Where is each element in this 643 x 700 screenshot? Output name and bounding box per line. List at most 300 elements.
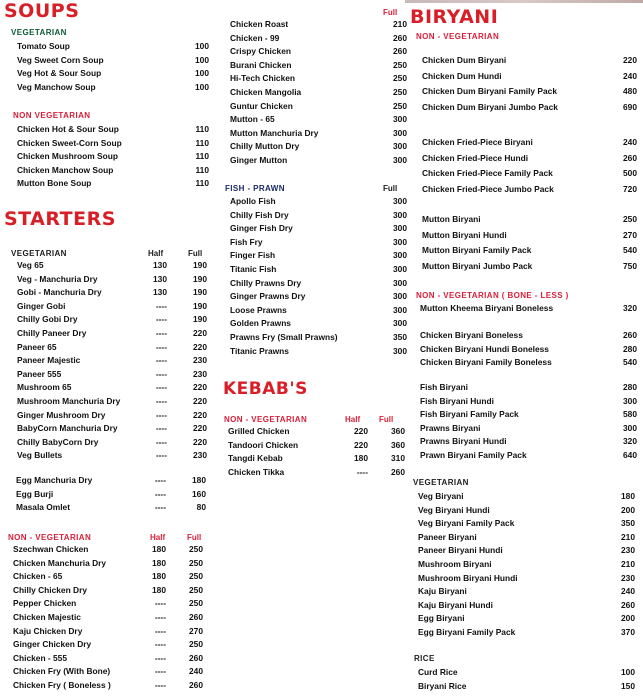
menu-item-row (228, 425, 408, 439)
menu-item-name: Chicken Roast (230, 19, 289, 29)
menu-item-name: Chicken Mushroom Soup (17, 151, 118, 162)
menu-item-name: Mutton Biryani Family Pack (422, 245, 532, 256)
menu-item-full-price: 300 (393, 250, 407, 261)
menu-item-name: Fish Fry (230, 236, 263, 247)
menu-item-full-price: 690 (623, 101, 637, 112)
menu-item-full-price: 240 (623, 137, 637, 147)
menu-item-full-price: 100 (195, 68, 209, 79)
menu-item-full-price: 310 (391, 453, 405, 464)
menu-item-full-price: 100 (195, 54, 209, 65)
menu-item-row (230, 331, 410, 345)
menu-item-full-price: 100 (195, 81, 209, 92)
menu-item-full-price: 280 (623, 382, 637, 392)
menu-item-name: Ginger Prawns Dry (230, 291, 306, 302)
menu-item-half-price: ---- (154, 666, 166, 677)
menu-item-name: Prawns Biryani (420, 422, 481, 433)
menu-item-half-price: ---- (154, 652, 166, 663)
menu-item-name: Chicken Biryani Hundi Boneless (420, 343, 549, 354)
menu-item-full-price: 300 (393, 154, 407, 165)
menu-item-full-price: 270 (189, 625, 203, 636)
menu-item-full-price: 260 (621, 599, 635, 610)
menu-item-row (230, 222, 410, 236)
menu-item-row (420, 449, 636, 463)
menu-item-row (17, 273, 209, 287)
menu-item-half-price: ---- (356, 466, 368, 477)
menu-item-name: Mushroom Manchuria Dry (17, 395, 121, 406)
fish-prawn-label: FISH - PRAWN (225, 184, 285, 193)
menu-item-full-price: 250 (393, 59, 407, 70)
menu-item-row (13, 584, 205, 598)
menu-item-name: Ginger Mushroom Dry (17, 409, 106, 420)
menu-item-name: Chilly Paneer Dry (17, 327, 87, 338)
menu-item-row (420, 422, 636, 436)
menu-item-full-price: 230 (193, 368, 207, 379)
menu-item-full-price: 110 (195, 178, 209, 189)
menu-item-row (17, 177, 209, 191)
menu-item-name: Szechwan Chicken (13, 544, 89, 554)
menu-item-name: Mutton Biryani Hundi (422, 229, 507, 240)
menu-item-name: Mutton Kheema Biryani Boneless (420, 303, 554, 313)
menu-item-full-price: 110 (195, 124, 209, 134)
menu-item-row (422, 182, 638, 198)
menu-item-row (17, 409, 209, 423)
menu-item-full-price: 190 (193, 260, 207, 270)
soups-veg-list (17, 40, 209, 94)
menu-item-row (230, 209, 410, 223)
menu-item-half-price: ---- (155, 395, 167, 406)
starters-more-list (230, 18, 410, 168)
starters-more-full-header: Full (383, 8, 398, 17)
menu-item-half-price: ---- (155, 300, 167, 311)
menu-item-half-price: 180 (354, 453, 368, 464)
menu-item-row (422, 212, 638, 228)
menu-item-name: Chicken Mangolia (230, 86, 302, 97)
menu-item-row (418, 572, 634, 586)
menu-item-full-price: 260 (623, 152, 637, 163)
menu-item-name: Hi-Tech Chicken (230, 73, 295, 84)
menu-item-name: Prawns Fry (Small Prawns) (230, 331, 338, 342)
menu-item-name: Egg Biryani (418, 613, 465, 624)
menu-item-name: Prawn Biryani Family Pack (420, 449, 527, 460)
menu-item-name: Grilled Chicken (228, 426, 290, 436)
menu-item-name: Loose Prawns (230, 304, 287, 315)
menu-item-name: Mushroom Biryani (418, 558, 492, 569)
menu-item-half-price: ---- (154, 598, 166, 609)
menu-item-name: Chicken Tikka (228, 466, 285, 477)
menu-item-row (17, 54, 209, 68)
menu-item-half-price: ---- (155, 436, 167, 447)
menu-item-row (17, 313, 209, 327)
menu-item-name: Fish Biryani Hundi (420, 395, 494, 406)
menu-item-full-price: 260 (393, 32, 407, 43)
menu-item-name: Fish Biryani Family Pack (420, 409, 519, 420)
menu-item-row (422, 228, 638, 244)
menu-item-full-price: 250 (189, 639, 203, 650)
menu-item-half-price: 220 (354, 426, 368, 436)
menu-item-row (13, 665, 205, 679)
menu-item-full-price: 100 (621, 667, 635, 677)
menu-item-row (230, 249, 410, 263)
menu-item-full-price: 500 (623, 168, 637, 179)
menu-item-name: Chicken - 65 (13, 571, 63, 582)
menu-item-name: Veg - Manchuria Dry (17, 273, 98, 284)
starters-title: STARTERS (4, 208, 116, 230)
kebabs-title: KEBAB'S (223, 379, 308, 399)
menu-item-half-price: ---- (155, 450, 167, 461)
kebabs-half-header: Half (345, 415, 361, 424)
menu-item-row (420, 356, 636, 370)
menu-item-row (16, 474, 208, 488)
menu-item-row (418, 612, 634, 626)
menu-item-name: Prawns Biryani Hundi (420, 436, 507, 447)
menu-item-full-price: 230 (193, 450, 207, 461)
biryani-chicken-fried-list (422, 135, 638, 197)
menu-item-row (17, 286, 209, 300)
menu-item-name: Veg Manchow Soup (17, 81, 96, 92)
menu-item-full-price: 150 (621, 680, 635, 691)
menu-item-full-price: 240 (623, 70, 637, 81)
menu-item-row (418, 626, 634, 640)
menu-item-full-price: 190 (193, 314, 207, 325)
menu-item-name: Paneer 65 (17, 341, 57, 352)
biryani-title: BIRYANI (410, 6, 499, 28)
menu-item-full-price: 300 (393, 141, 407, 152)
menu-item-full-price: 250 (189, 598, 203, 609)
menu-item-half-price: ---- (155, 368, 167, 379)
menu-item-name: Chicken - 555 (13, 652, 67, 663)
biryani-chicken-dum-list (422, 53, 638, 115)
menu-item-name: Mushroom 65 (17, 382, 72, 393)
biryani-boneless-chicken-list (420, 329, 636, 370)
menu-item-full-price: 280 (623, 343, 637, 354)
menu-item-half-price: ---- (155, 327, 167, 338)
menu-item-row (13, 597, 205, 611)
menu-item-row (17, 436, 209, 450)
menu-item-name: Chicken Fried-Piece Jumbo Pack (422, 183, 554, 194)
menu-item-full-price: 750 (623, 260, 637, 271)
menu-item-name: Egg Biryani Family Pack (418, 626, 516, 637)
menu-item-row (420, 343, 636, 357)
menu-item-row (13, 570, 205, 584)
menu-item-full-price: 300 (393, 127, 407, 138)
menu-item-row (420, 435, 636, 449)
menu-item-row (13, 638, 205, 652)
menu-item-row (13, 543, 205, 557)
menu-item-full-price: 720 (623, 183, 637, 194)
menu-item-half-price: ---- (155, 355, 167, 366)
menu-item-full-price: 300 (393, 114, 407, 125)
menu-item-full-price: 300 (393, 236, 407, 247)
menu-item-row (422, 151, 638, 167)
soups-title: SOUPS (4, 0, 80, 22)
menu-item-row (17, 123, 209, 137)
menu-item-name: Mutton Bone Soup (17, 178, 92, 189)
menu-item-name: Titanic Fish (230, 263, 277, 274)
menu-item-full-price: 220 (623, 55, 637, 65)
menu-item-full-price: 480 (623, 86, 637, 97)
menu-item-row (17, 381, 209, 395)
menu-item-full-price: 540 (623, 357, 637, 368)
menu-item-name: Egg Manchuria Dry (16, 475, 93, 485)
menu-item-full-price: 300 (393, 263, 407, 274)
menu-item-row (17, 81, 209, 95)
kebabs-nonveg-label: NON - VEGETARIAN (224, 415, 308, 424)
menu-item-row (228, 452, 408, 466)
menu-item-full-price: 300 (393, 304, 407, 315)
menu-item-row (17, 40, 209, 54)
menu-item-half-price: ---- (155, 409, 167, 420)
menu-item-full-price: 230 (193, 355, 207, 366)
top-border-strip (405, 0, 643, 3)
menu-item-row (230, 263, 410, 277)
menu-item-row (17, 150, 209, 164)
menu-item-name: Mutton Biryani Jumbo Pack (422, 260, 533, 271)
menu-item-row (17, 327, 209, 341)
menu-item-row (418, 504, 634, 518)
menu-item-row (13, 652, 205, 666)
menu-item-half-price: ---- (155, 314, 167, 325)
menu-item-full-price: 260 (189, 652, 203, 663)
menu-item-full-price: 320 (623, 303, 637, 313)
menu-item-name: Burani Chicken (230, 59, 292, 70)
menu-item-row (418, 531, 634, 545)
menu-item-full-price: 220 (193, 395, 207, 406)
soups-nonveg-list (17, 123, 209, 191)
menu-item-row (13, 679, 205, 693)
menu-item-row (420, 302, 636, 316)
menu-item-row (230, 45, 410, 59)
menu-item-full-price: 180 (621, 491, 635, 501)
menu-item-row (422, 166, 638, 182)
menu-item-name: Chicken Dum Hundi (422, 70, 502, 81)
menu-item-row (17, 368, 209, 382)
menu-item-name: Egg Burji (16, 488, 54, 499)
menu-item-full-price: 100 (195, 41, 209, 51)
menu-item-full-price: 250 (393, 100, 407, 111)
menu-item-name: Mutton Manchuria Dry (230, 127, 319, 138)
menu-item-full-price: 220 (193, 409, 207, 420)
menu-item-row (17, 67, 209, 81)
biryani-mutton-list (422, 212, 638, 274)
menu-item-full-price: 220 (193, 423, 207, 434)
menu-item-name: Ginger Gobi (17, 300, 66, 311)
menu-item-name: BabyCorn Manchuria Dry (17, 423, 118, 434)
menu-item-name: Tangdi Kebab (228, 453, 283, 464)
menu-item-name: Tandoori Chicken (228, 439, 299, 450)
fish-prawn-list (230, 195, 410, 358)
menu-item-half-price: ---- (154, 475, 166, 485)
menu-item-row (230, 59, 410, 73)
menu-item-full-price: 210 (621, 558, 635, 569)
menu-item-full-price: 80 (196, 502, 206, 513)
menu-item-full-price: 300 (393, 223, 407, 234)
menu-item-full-price: 110 (195, 151, 209, 162)
menu-item-half-price: 220 (354, 439, 368, 450)
menu-item-half-price: ---- (154, 625, 166, 636)
menu-item-full-price: 250 (623, 214, 637, 224)
menu-item-name: Mutton Biryani (422, 214, 481, 224)
biryani-boneless-mutton-list (420, 302, 636, 316)
menu-item-full-price: 640 (623, 449, 637, 460)
menu-item-name: Masala Omlet (16, 502, 70, 513)
menu-item-row (418, 544, 634, 558)
menu-item-full-price: 240 (189, 666, 203, 677)
menu-item-half-price: 180 (152, 544, 166, 554)
menu-item-name: Chilly BabyCorn Dry (17, 436, 99, 447)
menu-item-row (230, 140, 410, 154)
menu-item-name: Golden Prawns (230, 318, 291, 329)
menu-item-name: Kaju Biryani (418, 586, 467, 597)
menu-item-full-price: 260 (623, 330, 637, 340)
menu-item-row (418, 517, 634, 531)
menu-item-name: Chicken Dum Biryani Jumbo Pack (422, 101, 558, 112)
menu-item-name: Chilly Fish Dry (230, 209, 289, 220)
menu-item-half-price: ---- (154, 502, 166, 513)
menu-item-half-price: ---- (155, 423, 167, 434)
menu-item-half-price: ---- (155, 382, 167, 393)
menu-item-name: Chicken Hot & Sour Soup (17, 124, 119, 134)
menu-item-row (228, 439, 408, 453)
menu-item-full-price: 190 (193, 287, 207, 298)
starters-veg-label: VEGETARIAN (11, 249, 67, 258)
starters-nonveg-list (13, 543, 205, 693)
menu-item-row (230, 113, 410, 127)
menu-item-row (420, 329, 636, 343)
menu-item-row (17, 341, 209, 355)
menu-item-name: Veg Biryani (418, 491, 464, 501)
menu-item-full-price: 540 (623, 245, 637, 256)
biryani-seafood-list (420, 381, 636, 463)
kebabs-list (228, 425, 408, 479)
menu-item-full-price: 580 (623, 409, 637, 420)
menu-item-full-price: 220 (193, 341, 207, 352)
soups-veg-label: VEGETARIAN (11, 28, 67, 37)
menu-item-half-price: ---- (154, 679, 166, 690)
menu-item-name: Kaju Biryani Hundi (418, 599, 493, 610)
menu-item-name: Chicken Dum Biryani (422, 55, 507, 65)
menu-item-row (17, 395, 209, 409)
menu-item-full-price: 300 (393, 345, 407, 356)
menu-item-name: Paneer Biryani (418, 531, 477, 542)
menu-item-row (17, 300, 209, 314)
menu-item-name: Mutton - 65 (230, 114, 275, 125)
menu-item-name: Guntur Chicken (230, 100, 293, 111)
menu-item-full-price: 240 (621, 586, 635, 597)
starters-nonveg-full-header: Full (187, 533, 202, 542)
menu-item-name: Chicken Fry ( Boneless ) (13, 679, 111, 690)
menu-item-row (422, 69, 638, 85)
menu-item-full-price: 200 (621, 504, 635, 515)
menu-item-full-price: 370 (621, 626, 635, 637)
menu-item-row (17, 354, 209, 368)
menu-item-row (13, 611, 205, 625)
menu-item-row (418, 490, 634, 504)
menu-item-full-price: 250 (189, 557, 203, 568)
menu-item-row (16, 501, 208, 515)
menu-item-full-price: 350 (621, 518, 635, 529)
menu-item-name: Chicken Biryani Family Boneless (420, 357, 552, 368)
menu-item-half-price: 130 (153, 287, 167, 298)
menu-item-full-price: 260 (393, 46, 407, 57)
menu-item-name: Mushroom Biryani Hundi (418, 572, 518, 583)
menu-item-name: Veg Biryani Hundi (418, 504, 490, 515)
menu-item-full-price: 320 (623, 436, 637, 447)
menu-item-row (17, 449, 209, 463)
menu-item-name: Pepper Chicken (13, 598, 77, 609)
menu-item-half-price: ---- (154, 488, 166, 499)
menu-item-row (422, 100, 638, 116)
menu-item-name: Chicken Biryani Boneless (420, 330, 523, 340)
biryani-nonveg-label: NON - VEGETARIAN (416, 32, 500, 41)
menu-item-full-price: 270 (623, 229, 637, 240)
menu-item-row (16, 488, 208, 502)
menu-item-row (230, 18, 410, 32)
starters-veg-half-header: Half (148, 249, 164, 258)
menu-item-full-price: 220 (193, 382, 207, 393)
menu-item-half-price: 180 (152, 584, 166, 595)
menu-item-name: Ginger Mutton (230, 154, 288, 165)
menu-item-row (420, 395, 636, 409)
menu-item-name: Crispy Chicken (230, 46, 291, 57)
kebabs-full-header: Full (379, 415, 394, 424)
menu-item-row (230, 100, 410, 114)
menu-item-name: Chicken Fried-Piece Family Pack (422, 168, 553, 179)
menu-item-row (418, 585, 634, 599)
menu-item-full-price: 250 (189, 544, 203, 554)
menu-item-half-price: ---- (154, 639, 166, 650)
menu-item-name: Paneer Biryani Hundi (418, 545, 503, 556)
menu-item-row (230, 345, 410, 359)
menu-item-row (17, 137, 209, 151)
menu-item-name: Apollo Fish (230, 196, 276, 206)
menu-item-full-price: 190 (193, 273, 207, 284)
menu-item-row (230, 195, 410, 209)
starters-nonveg-label: NON - VEGETARIAN (8, 533, 92, 542)
biryani-veg-label: VEGETARIAN (413, 478, 469, 487)
menu-item-row (422, 243, 638, 259)
menu-item-row (17, 422, 209, 436)
menu-item-row (228, 466, 408, 480)
soups-nonveg-label: NON VEGETARIAN (13, 111, 91, 120)
menu-item-full-price: 300 (393, 209, 407, 220)
menu-item-half-price: ---- (154, 611, 166, 622)
menu-item-half-price: 180 (152, 557, 166, 568)
menu-item-row (418, 558, 634, 572)
menu-item-full-price: 260 (189, 679, 203, 690)
menu-item-full-price: 300 (393, 291, 407, 302)
rice-list (418, 666, 634, 693)
menu-item-row (230, 290, 410, 304)
menu-item-full-price: 300 (393, 196, 407, 206)
menu-item-row (230, 304, 410, 318)
biryani-boneless-label: NON - VEGETARIAN ( BONE - LESS ) (416, 291, 569, 300)
menu-item-name: Chicken Fried-Piece Hundi (422, 152, 529, 163)
menu-item-row (13, 625, 205, 639)
menu-item-full-price: 260 (189, 611, 203, 622)
menu-item-name: Gobi - Manchuria Dry (17, 287, 102, 298)
menu-item-name: Chilly Chicken Dry (13, 584, 88, 595)
starters-egg-list (16, 474, 208, 515)
menu-item-full-price: 360 (391, 426, 405, 436)
menu-item-name: Veg Bullets (17, 450, 63, 461)
menu-item-name: Titanic Prawns (230, 345, 289, 356)
menu-item-name: Chicken Fry (With Bone) (13, 666, 111, 677)
menu-item-full-price: 300 (623, 395, 637, 406)
menu-item-row (230, 127, 410, 141)
menu-item-name: Paneer 555 (17, 368, 62, 379)
menu-item-row (13, 557, 205, 571)
menu-item-row (420, 381, 636, 395)
